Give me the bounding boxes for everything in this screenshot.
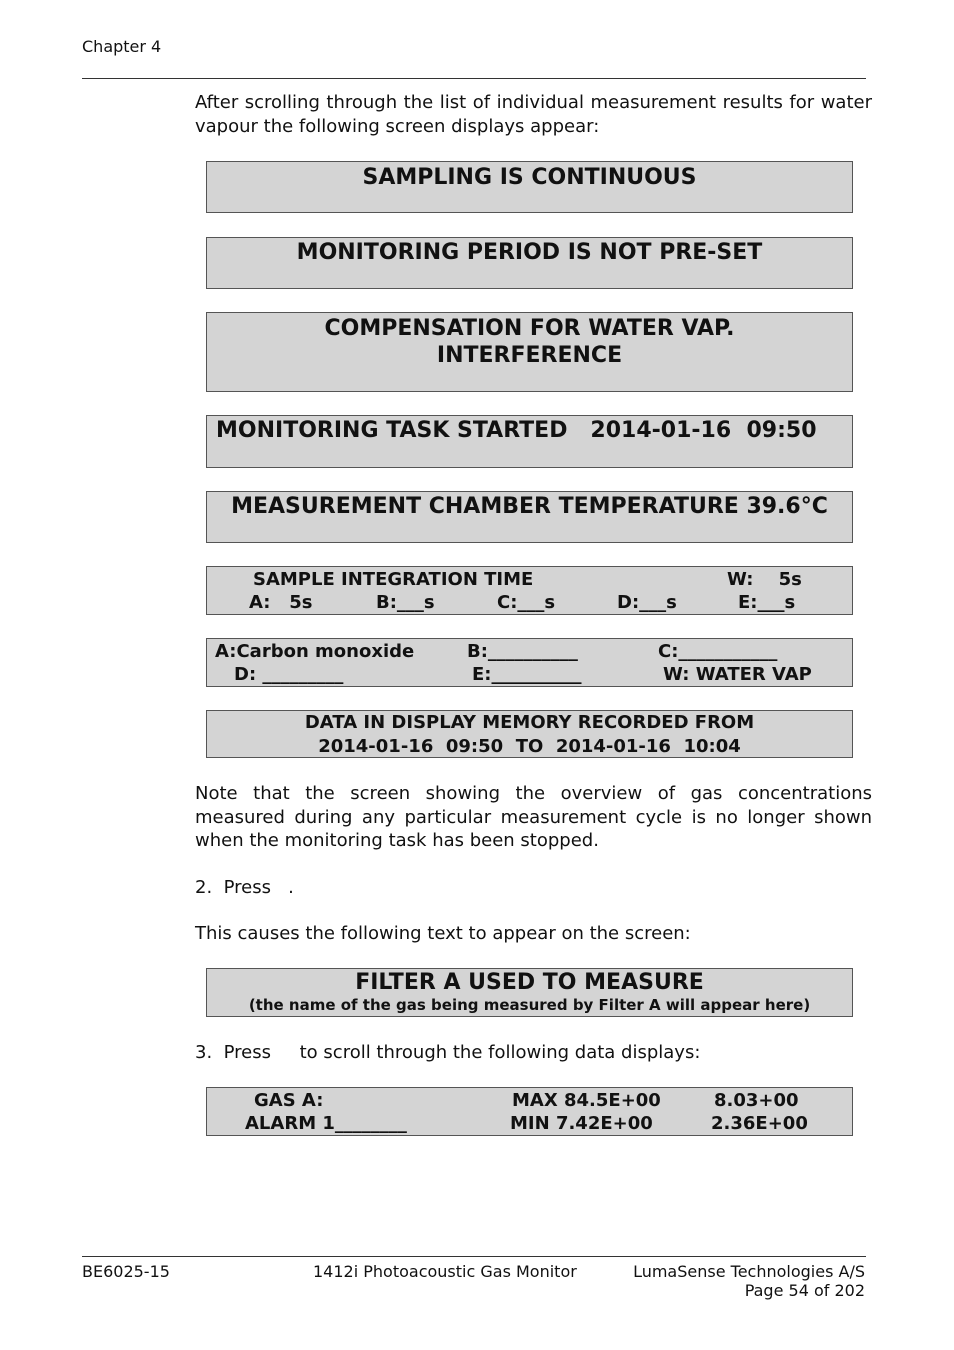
screen-gas-data xyxy=(206,1087,853,1136)
gas-data-gas: GAS A: xyxy=(254,1090,324,1111)
step-2-text: Press . xyxy=(223,877,294,898)
gas-name-e: E:__________ xyxy=(472,664,582,685)
screen-monitoring-period-text: MONITORING PERIOD IS NOT PRE-SET xyxy=(296,240,763,265)
gas-name-a: A:Carbon monoxide xyxy=(215,641,415,662)
filter-a-title: FILTER A USED TO MEASURE xyxy=(355,970,704,995)
gas-name-c: C:___________ xyxy=(658,641,778,662)
screen-task-started xyxy=(206,415,853,468)
footer-company: LumaSense Technologies A/S xyxy=(633,1262,865,1281)
gas-data-alarm: ALARM 1________ xyxy=(245,1113,407,1134)
integration-d: D:___s xyxy=(617,592,677,613)
step-3 xyxy=(195,1041,872,1065)
footer-page-number: Page 54 of 202 xyxy=(744,1281,865,1300)
gas-data-value-1: 8.03+00 xyxy=(714,1090,799,1111)
screen-task-started-text: MONITORING TASK STARTED 2014-01-16 09:50 xyxy=(216,418,817,443)
integration-a: A: 5s xyxy=(249,592,313,613)
integration-b: B:___s xyxy=(376,592,435,613)
screen-sampling xyxy=(206,161,853,213)
chapter-header: Chapter 4 xyxy=(82,37,162,56)
screen-chamber-temperature-text: MEASUREMENT CHAMBER TEMPERATURE 39.6°C xyxy=(231,494,828,519)
integration-c: C:___s xyxy=(497,592,556,613)
gas-name-d: D: _________ xyxy=(234,664,344,685)
integration-w: W: 5s xyxy=(727,569,802,590)
screen-gas-names xyxy=(206,638,853,687)
step-2 xyxy=(195,876,872,900)
screen-chamber-temperature xyxy=(206,491,853,543)
step-3-text: Press to scroll through the following data displays: xyxy=(223,1042,701,1063)
filter-a-subtitle: (the name of the gas being measured by Filter A will appear here) xyxy=(248,996,811,1014)
footer-product: 1412i Photoacoustic Gas Monitor xyxy=(313,1262,577,1281)
screen-compensation-line1: COMPENSATION FOR WATER VAP. xyxy=(324,316,735,341)
screen-sampling-text: SAMPLING IS CONTINUOUS xyxy=(362,165,697,190)
step-3-number: 3. xyxy=(195,1042,213,1063)
footer-doc-id: BE6025-15 xyxy=(82,1262,170,1281)
note-paragraph: Note that the screen showing the overview of gas concentrations measured during any particular measurement cycle is no longer shown when the monitoring task has been stopped. xyxy=(195,783,872,851)
gas-name-b: B:__________ xyxy=(467,641,578,662)
intro-paragraph: After scrolling through the list of individual measurement results for water vapour the following screen displays appear: xyxy=(195,92,872,137)
gas-data-min: MIN 7.42E+00 xyxy=(510,1113,653,1134)
step-2-number: 2. xyxy=(195,877,213,898)
display-memory-line2: 2014-01-16 09:50 TO 2014-01-16 10:04 xyxy=(318,736,741,757)
integration-e: E:___s xyxy=(738,592,796,613)
header-rule xyxy=(82,78,866,79)
screen-compensation xyxy=(206,312,853,392)
gas-name-w: W: WATER VAP xyxy=(663,664,812,685)
gas-data-max: MAX 84.5E+00 xyxy=(512,1090,661,1111)
screen-monitoring-period xyxy=(206,237,853,289)
screen-display-memory xyxy=(206,710,853,758)
gas-data-value-2: 2.36E+00 xyxy=(711,1113,808,1134)
footer-rule xyxy=(82,1256,866,1257)
screen-filter-a xyxy=(206,968,853,1017)
screen-integration-time xyxy=(206,566,853,615)
screen-compensation-line2: INTERFERENCE xyxy=(436,343,623,368)
display-memory-line1: DATA IN DISPLAY MEMORY RECORDED FROM xyxy=(304,712,755,733)
causes-paragraph: This causes the following text to appear on the screen: xyxy=(195,923,691,944)
integration-title: SAMPLE INTEGRATION TIME xyxy=(253,569,534,590)
